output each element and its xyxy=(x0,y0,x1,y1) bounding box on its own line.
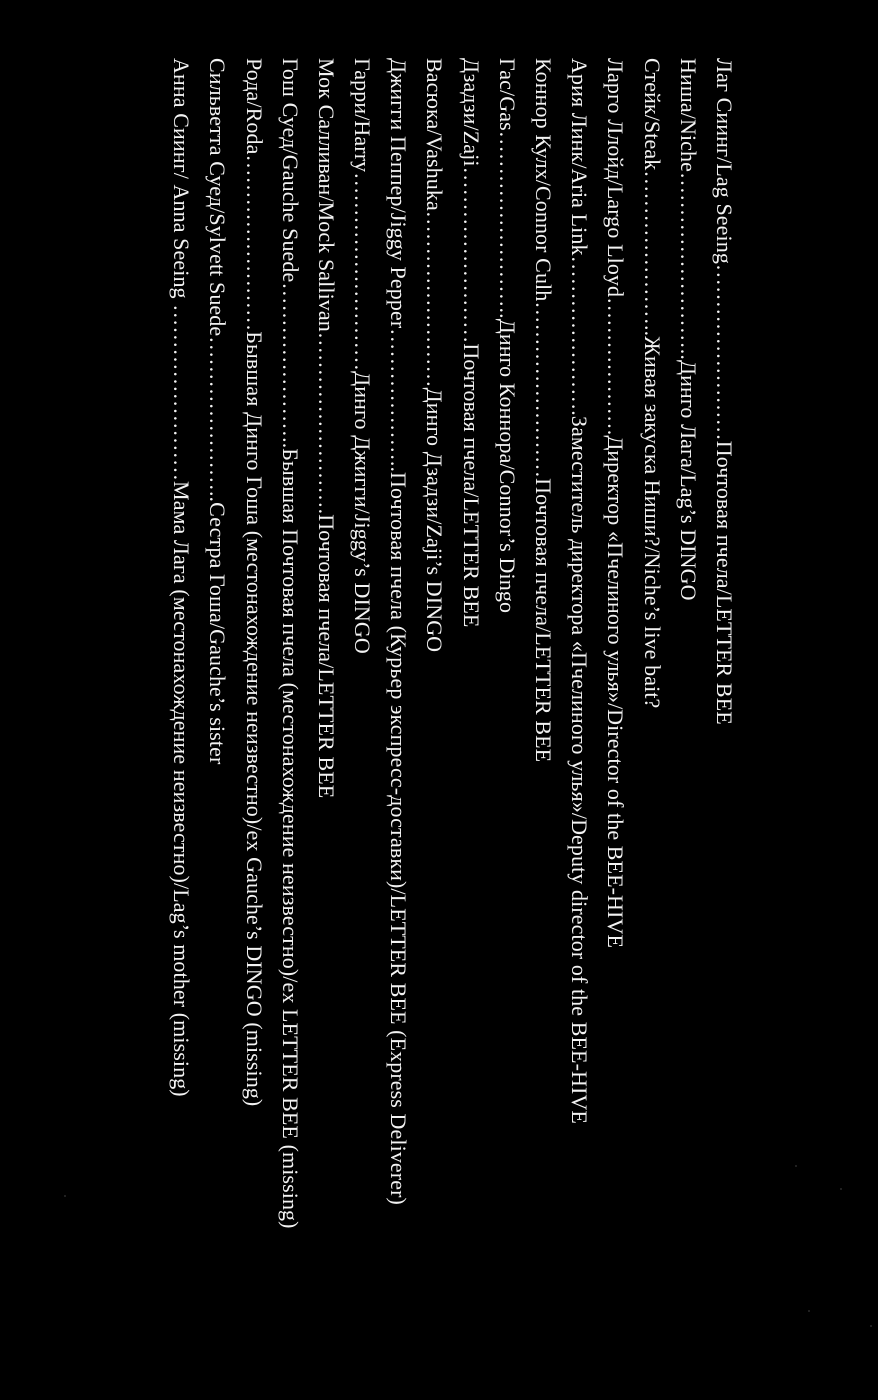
cast-line: Лаг Сиинг/Lag Seeing……………………Почтовая пчела/LETTER BEE xyxy=(712,58,737,725)
dust-speck xyxy=(870,1325,872,1327)
cast-line: Анна Сиинг/ Anna Seeing ……………………Мама Лага (местонахождение неизвестно)/Lag’s mother (missing) xyxy=(169,58,195,1097)
cast-line: Коннор Кулх/Connor Culh……………………Почтовая пчела/LETTER BEE xyxy=(531,58,557,763)
dust-speck xyxy=(840,1188,842,1190)
cast-line: Дзадзи/Zaji……………………Почтовая пчела/LETTER BEE xyxy=(458,58,484,628)
cast-line: Сильветта Суед/Sylvett Suede…………………..Сестра Гоша/Gauche’s sister xyxy=(205,58,231,765)
cast-line: Ария Линк/Aria Link………………….Заместитель директора «Пчелиного улья»/Deputy director of the BEE-HIVE xyxy=(567,58,593,1124)
cast-line: Гарри/Harry………………………Динго Джигги/Jiggy’s DINGO xyxy=(350,58,376,654)
cast-line: Джигги Пеппер/Jiggy Pepper………………..Почтовая пчела (Курьер экспресс-доставки)/LETTER BEE (Express Deliverer) xyxy=(386,58,412,1205)
cast-list xyxy=(142,58,742,1378)
cast-line: Ниша/Niche……………………..Динго Лага/Lag’s DINGO xyxy=(675,58,701,601)
cast-line: Васюка/Vashuka……………………Динго Дзадзи/Zaji’s DINGO xyxy=(422,58,448,653)
cast-line: Мок Салливан/Mock Sallivan…………………….Почтовая пчела/LETTER BEE xyxy=(313,58,339,799)
cast-line: Гас/Gas……………………..Динго Коннора/Connor’s Dingo xyxy=(494,58,520,614)
cast-line: Ларго Ллойд/Largo Lloyd……………….Директор «Пчелиного улья»/Director of the BEE-HIVE xyxy=(603,58,629,948)
cast-line: Гош Суед/Gauche Suede…………………..Бывшая Почтовая пчела (местонахождение неизвестно)/ex LETTER BEE (missing) xyxy=(277,58,303,1229)
cast-line: Стейк/Steak…………………..Живая закуска Ниши?/Niche’s live bait? xyxy=(639,58,665,709)
dust-speck xyxy=(64,1195,66,1197)
dust-speck xyxy=(795,1165,797,1167)
dust-speck xyxy=(808,1310,810,1312)
cast-line: Рода/Roda……………………Бывшая Динго Гоша (местонахождение неизвестно)/ex Gauche’s DINGO (missing) xyxy=(241,58,267,1107)
